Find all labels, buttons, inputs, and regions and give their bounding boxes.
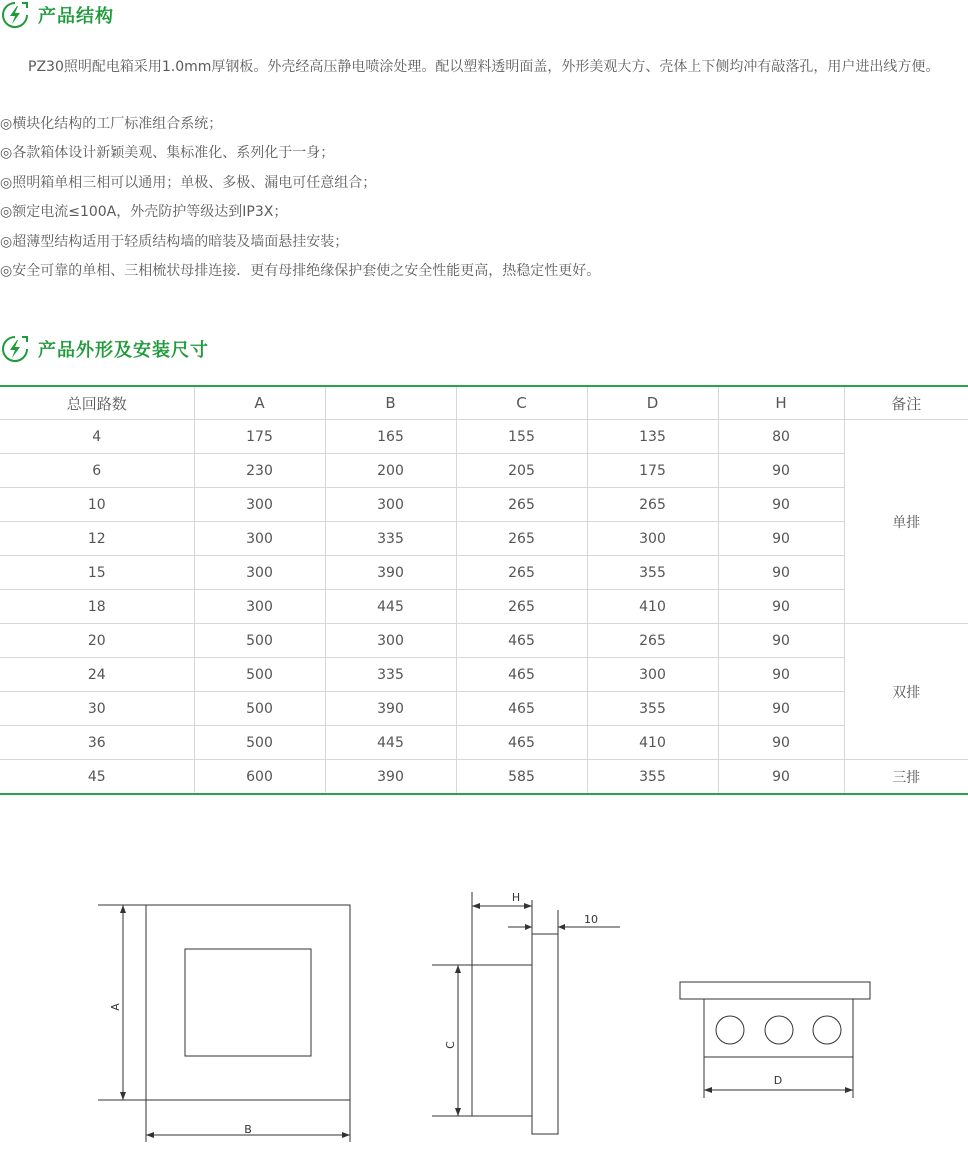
- table-row: [0, 624, 968, 658]
- dim-label-b: B: [244, 1123, 252, 1136]
- front-view-window: [185, 949, 311, 1056]
- feature-item: ◎各款箱体设计新颖美观、集标准化、系列化于一身；: [0, 145, 335, 162]
- table-cell: 355: [587, 760, 718, 795]
- table-cell: 12: [0, 522, 194, 556]
- table-row: [0, 658, 968, 692]
- table-cell: 135: [587, 420, 718, 454]
- table-cell: 265: [456, 522, 587, 556]
- table-cell: 165: [325, 420, 456, 454]
- note-cell: 三排: [844, 760, 968, 795]
- table-cell: 300: [194, 556, 325, 590]
- feature-item: ◎照明箱单相三相可以通用；单极、多极、漏电可任意组合；: [0, 174, 377, 191]
- dimension-drawings: [0, 870, 968, 1151]
- table-row: [0, 522, 968, 556]
- bottom-view-cover: [680, 982, 870, 999]
- table-cell: 500: [194, 692, 325, 726]
- table-row: [0, 420, 968, 454]
- table-cell: 355: [587, 692, 718, 726]
- table-cell: 80: [718, 420, 844, 454]
- table-cell: 500: [194, 624, 325, 658]
- table-cell: 18: [0, 590, 194, 624]
- table-cell: 200: [325, 454, 456, 488]
- table-row: [0, 692, 968, 726]
- lightning-leaf-icon: [0, 0, 30, 30]
- table-cell: 465: [456, 726, 587, 760]
- feature-item: ◎横块化结构的工厂标准组合系统；: [0, 116, 223, 132]
- header-cell: C: [456, 386, 587, 420]
- table-cell: 465: [456, 624, 587, 658]
- note-cell: 双排: [844, 624, 968, 760]
- table-header-row: [0, 386, 968, 420]
- table-cell: 265: [587, 488, 718, 522]
- table-cell: 500: [194, 658, 325, 692]
- table-cell: 300: [194, 522, 325, 556]
- table-cell: 36: [0, 726, 194, 760]
- table-cell: 300: [194, 488, 325, 522]
- table-cell: 175: [194, 420, 325, 454]
- table-cell: 335: [325, 658, 456, 692]
- table-cell: 6: [0, 454, 194, 488]
- table-cell: 175: [587, 454, 718, 488]
- table-cell: 90: [718, 590, 844, 624]
- feature-item: ◎超薄型结构适用于轻质结构墙的暗装及墙面悬挂安装；: [0, 233, 349, 250]
- note-cell: 单排: [844, 420, 968, 624]
- table-cell: 390: [325, 692, 456, 726]
- table-cell: 445: [325, 726, 456, 760]
- table-cell: 465: [456, 658, 587, 692]
- knockout-hole: [765, 1016, 793, 1044]
- table-cell: 20: [0, 624, 194, 658]
- table-row: [0, 556, 968, 590]
- table-cell: 300: [194, 590, 325, 624]
- table-cell: 410: [587, 726, 718, 760]
- table-cell: 10: [0, 488, 194, 522]
- table-cell: 90: [718, 522, 844, 556]
- table-cell: 445: [325, 590, 456, 624]
- table-cell: 24: [0, 658, 194, 692]
- table-cell: 500: [194, 726, 325, 760]
- table-cell: 300: [587, 658, 718, 692]
- table-cell: 90: [718, 556, 844, 590]
- table-cell: 265: [456, 488, 587, 522]
- dim-label-10: 10: [584, 913, 598, 926]
- dim-label-c: C: [444, 1041, 457, 1049]
- dim-label-h: H: [511, 891, 521, 904]
- header-cell: 总回路数: [0, 386, 194, 420]
- table-cell: 90: [718, 658, 844, 692]
- side-view-body: [472, 965, 532, 1116]
- table-cell: 300: [325, 624, 456, 658]
- dim-label-a: A: [109, 1003, 122, 1011]
- front-view-box: [146, 905, 350, 1100]
- header-cell: H: [718, 386, 844, 420]
- table-cell: 355: [587, 556, 718, 590]
- table-row: [0, 760, 968, 795]
- header-cell: D: [587, 386, 718, 420]
- table-cell: 465: [456, 692, 587, 726]
- table-row: [0, 590, 968, 624]
- feature-item: ◎额定电流≤100A，外壳防护等级达到IP3X；: [0, 204, 288, 221]
- table-cell: 45: [0, 760, 194, 795]
- table-cell: 15: [0, 556, 194, 590]
- side-view-panel: [532, 934, 558, 1134]
- table-cell: 335: [325, 522, 456, 556]
- feature-item: ◎安全可靠的单相、三相梳状母排连接．更有母排绝缘保护套使之安全性能更高，热稳定性更好。: [0, 263, 601, 280]
- table-cell: 230: [194, 454, 325, 488]
- table-cell: 90: [718, 488, 844, 522]
- table-cell: 265: [456, 590, 587, 624]
- table-cell: 390: [325, 760, 456, 795]
- section-heading-structure: [0, 0, 114, 30]
- table-row: [0, 488, 968, 522]
- intro-paragraph: PZ30照明配电箱采用1.0mm厚钢板。外壳经高压静电喷涂处理。配以塑料透明面盖，外形美观大方、壳体上下侧均冲有敲落孔，用户进出线方便。: [28, 59, 940, 75]
- table-cell: 90: [718, 454, 844, 488]
- table-cell: 300: [587, 522, 718, 556]
- table-cell: 90: [718, 726, 844, 760]
- feature-list: [0, 110, 600, 286]
- table-cell: 90: [718, 692, 844, 726]
- lightning-leaf-icon: [0, 334, 30, 364]
- table-cell: 265: [587, 624, 718, 658]
- section-title: 产品外形及安装尺寸: [38, 340, 209, 361]
- dim-label-d: D: [773, 1074, 783, 1087]
- table-cell: 205: [456, 454, 587, 488]
- table-cell: 300: [325, 488, 456, 522]
- header-cell: 备注: [844, 386, 968, 420]
- table-cell: 90: [718, 760, 844, 795]
- header-cell: B: [325, 386, 456, 420]
- table-cell: 90: [718, 624, 844, 658]
- dimension-table: [0, 385, 968, 795]
- table-cell: 390: [325, 556, 456, 590]
- section-title: 产品结构: [38, 6, 114, 27]
- header-cell: A: [194, 386, 325, 420]
- bottom-view-body: [704, 999, 853, 1057]
- section-heading-dimensions: [0, 334, 209, 364]
- table-cell: 600: [194, 760, 325, 795]
- table-cell: 410: [587, 590, 718, 624]
- table-cell: 155: [456, 420, 587, 454]
- table-cell: 265: [456, 556, 587, 590]
- table-cell: 30: [0, 692, 194, 726]
- table-cell: 4: [0, 420, 194, 454]
- knockout-hole: [813, 1016, 841, 1044]
- table-cell: 585: [456, 760, 587, 795]
- table-row: [0, 726, 968, 760]
- knockout-hole: [716, 1016, 744, 1044]
- table-row: [0, 454, 968, 488]
